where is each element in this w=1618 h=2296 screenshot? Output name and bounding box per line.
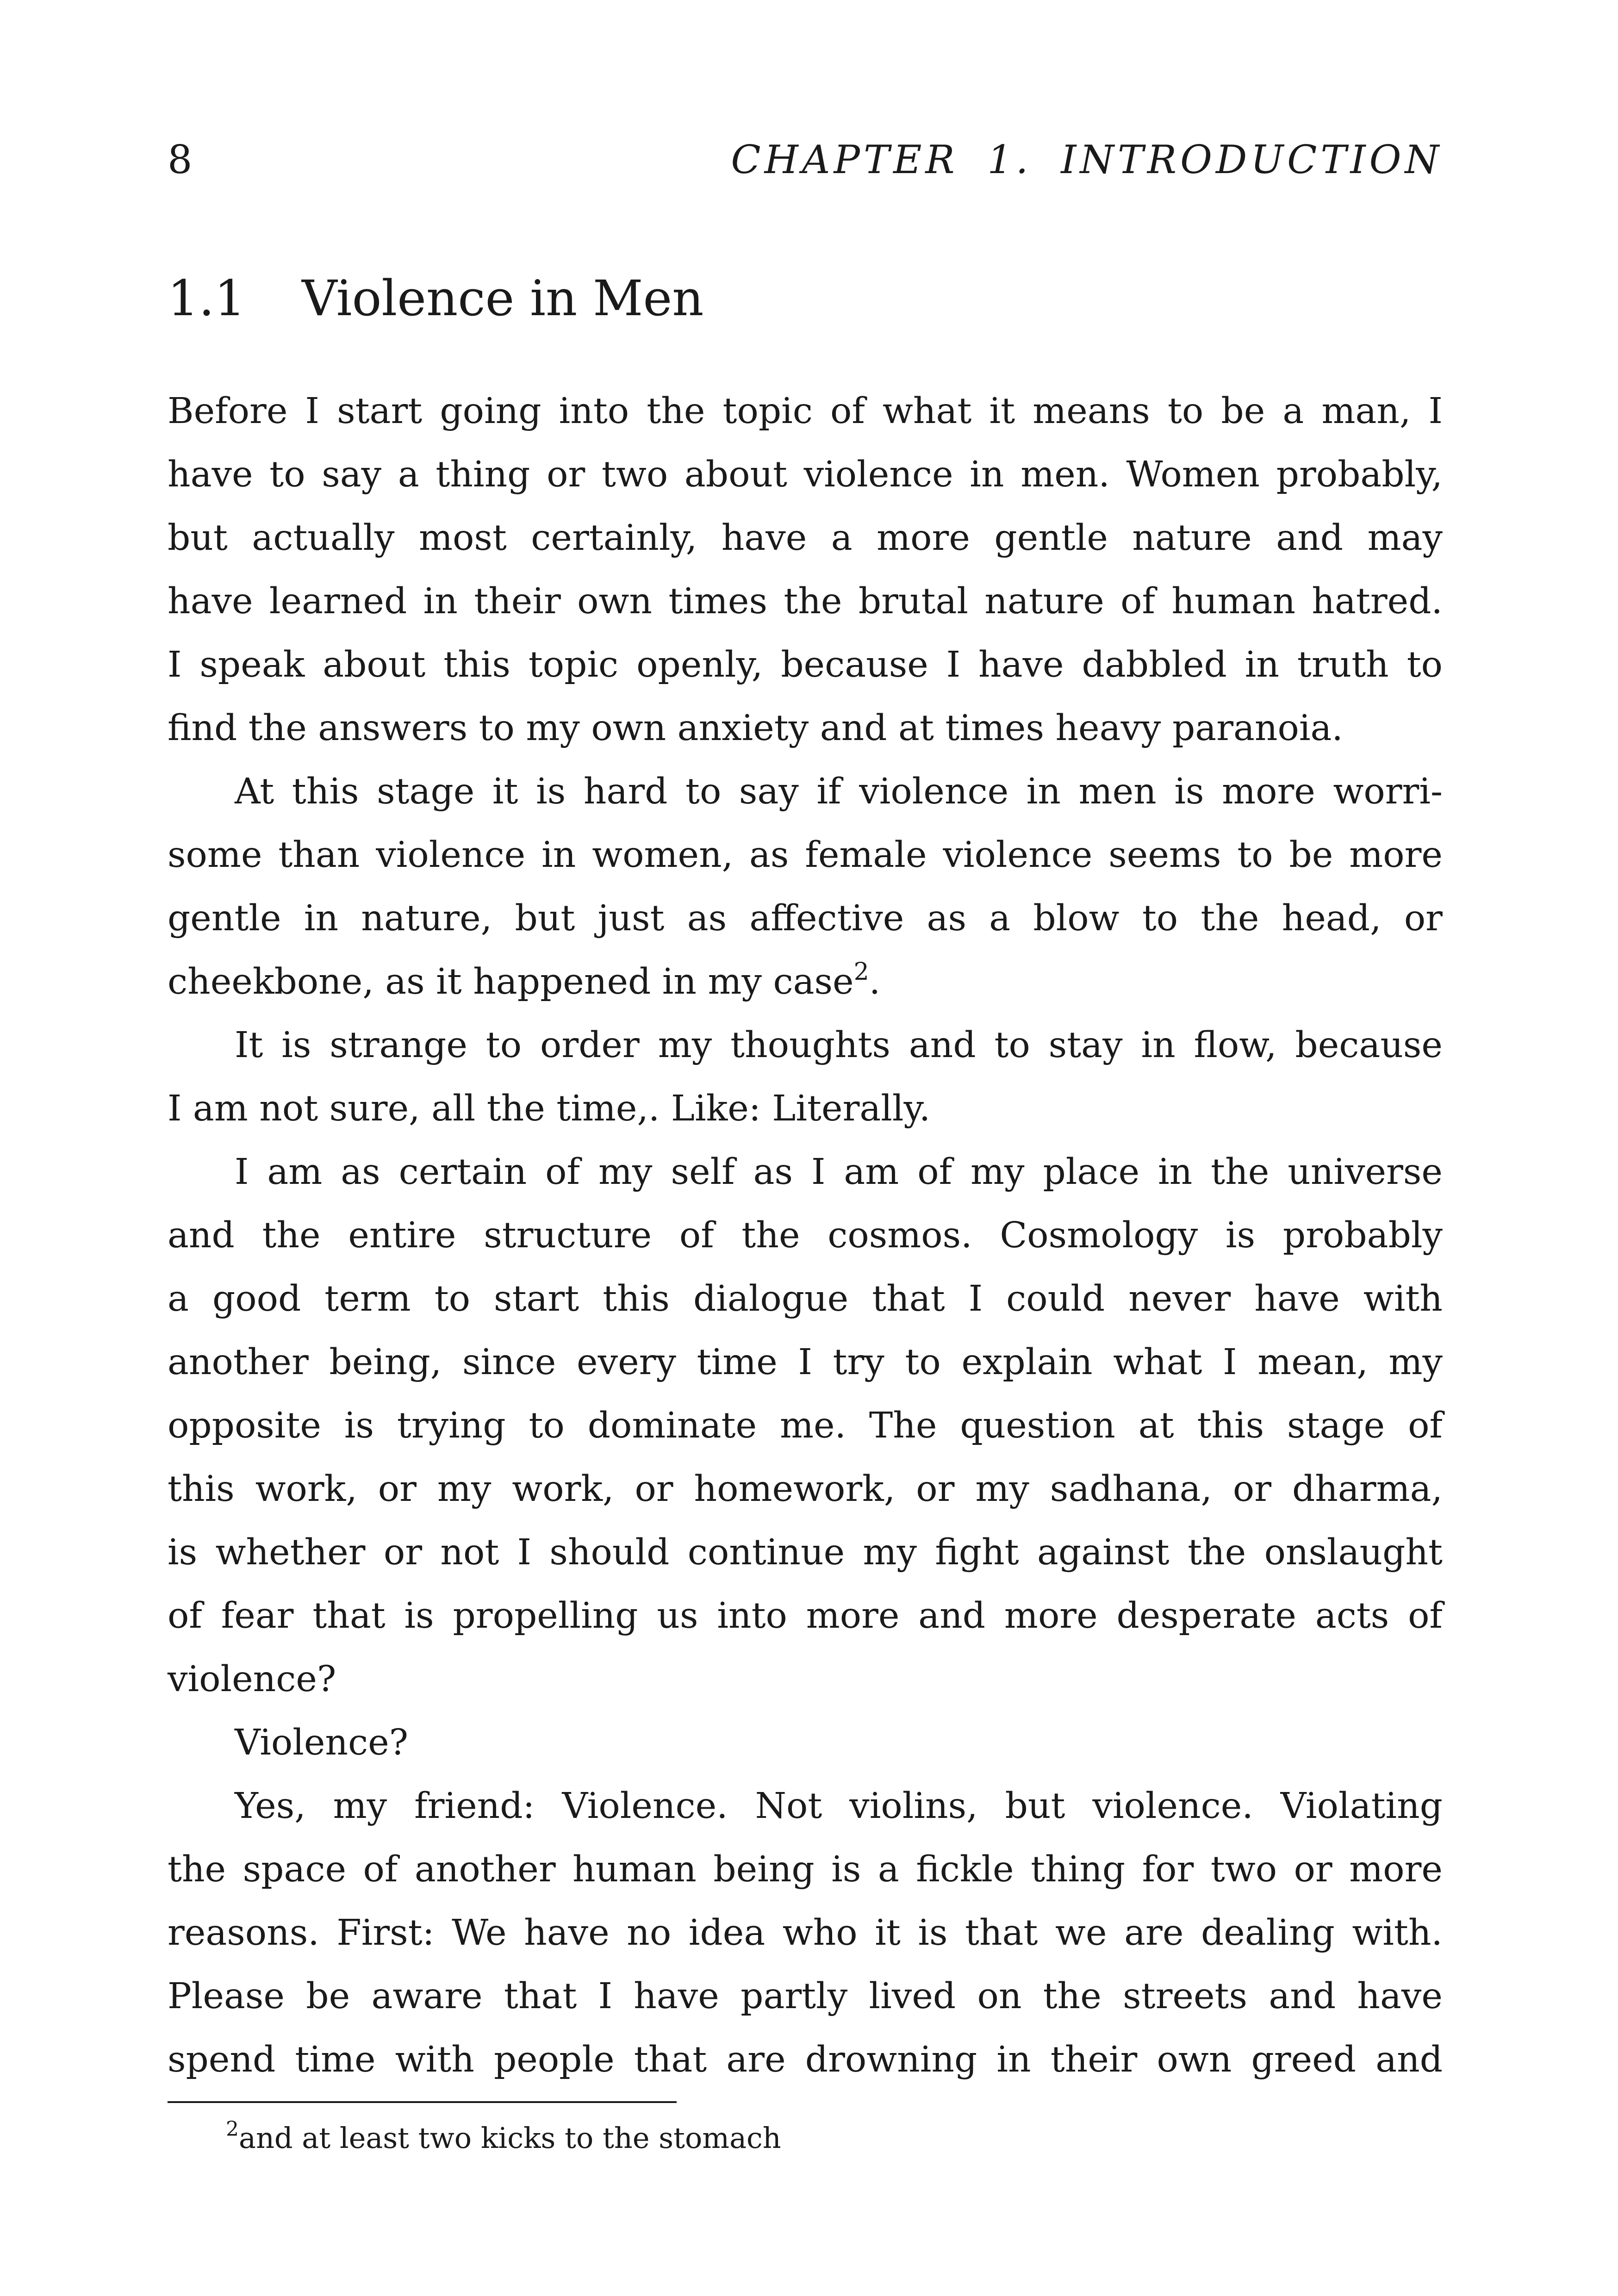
text-line: have to say a thing or two about violence in men. Women probably, [168,454,1443,495]
text-line: violence? [168,1659,336,1700]
text-line: and the entire structure of the cosmos. Cosmology is probably [168,1215,1443,1256]
text-line: another being, since every time I try to explain what I mean, my [168,1342,1443,1383]
text-line: a good term to start this dialogue that I could never have with [168,1278,1443,1319]
text-line: I am not sure, all the time,. Like: Literally. [168,1088,931,1129]
text-line: Please be aware that I have partly lived on the streets and have [168,1976,1443,2017]
text-line: of fear that is propelling us into more and more desperate acts of [168,1595,1443,1636]
text-line-content: cheekbone, as it happened in my case [168,961,854,1002]
text-line: opposite is trying to dominate me. The question at this stage of [168,1405,1443,1446]
text-line: reasons. First: We have no idea who it is that we are dealing with. [168,1912,1443,1954]
text-line [168,950,1443,1014]
text-line: I speak about this topic openly, because I have dabbled in truth to [168,644,1443,685]
text-line: I am as certain of my self as I am of my place in the universe [235,1151,1443,1193]
sentence-period: . [869,961,881,1002]
text-line: Before I start going into the topic of what it means to be a man, I [168,391,1443,432]
text-line: but actually most certainly, have a more gentle nature and may [168,517,1443,559]
section-number: 1.1 [168,270,246,327]
text-line: Yes, my friend: Violence. Not violins, but violence. Violating [235,1786,1443,1827]
text-line: Violence? [235,1722,408,1763]
text-line: find the answers to my own anxiety and at times heavy paranoia. [168,708,1343,749]
text-line: It is strange to order my thoughts and to stay in flow, because [235,1025,1443,1066]
text-line: At this stage it is hard to say if violence in men is more worri- [235,771,1443,812]
page-number: 8 [168,137,193,182]
text-line: some than violence in women, as female violence seems to be more [168,834,1443,876]
text-line: have learned in their own times the brutal nature of human hatred. [168,581,1443,622]
body-text [168,380,1443,2091]
footnote-text: and at least two kicks to the stomach [239,2121,781,2155]
section-heading [168,266,704,331]
footnote [226,2113,781,2164]
footnote-mark: 2 [226,2117,239,2141]
text-line: the space of another human being is a fickle thing for two or more [168,1849,1443,1890]
footnote-rule [168,2101,677,2103]
section-title: Violence in Men [302,270,704,327]
text-line: is whether or not I should continue my fight against the onslaught [168,1532,1443,1573]
footnote-reference[interactable]: 2 [853,958,869,986]
text-line: gentle in nature, but just as affective as a blow to the head, or [168,898,1443,939]
text-line: spend time with people that are drowning in their own greed and [168,2039,1443,2080]
text-line: this work, or my work, or homework, or my sadhana, or dharma, [168,1468,1443,1510]
running-head: CHAPTER 1. INTRODUCTION [731,137,1443,182]
page-header [168,134,1443,185]
